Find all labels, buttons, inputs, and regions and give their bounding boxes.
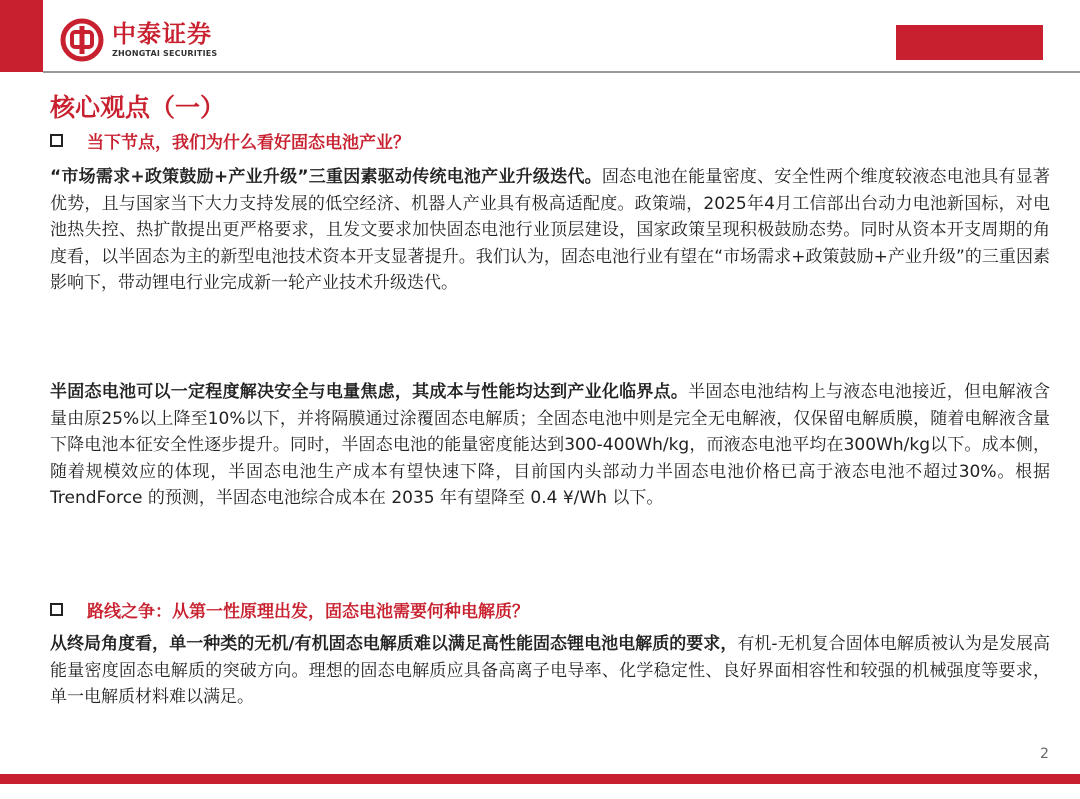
paragraph-semi-solid xyxy=(50,379,1050,512)
logo-name-cn: 中泰证券 xyxy=(112,20,212,48)
section-heading-route xyxy=(50,597,529,622)
header-divider xyxy=(43,71,1080,73)
paragraph-body: 有机-无机复合固体电解质被认为是发展高能量密度固态电解质的突破方向。理想的固态电解质应具备高离子电导率、化学稳定性、良好界面相容性和较强的机械强度等要求，单一电解质材料难以满足。 xyxy=(50,634,1050,707)
company-logo xyxy=(60,18,217,62)
footer-bar xyxy=(0,774,1080,784)
section-heading-text: 路线之争：从第一性原理出发，固态电池需要何种电解质？ xyxy=(87,602,529,622)
section-heading-current-node xyxy=(50,128,410,153)
logo-name-en: ZHONGTAI SECURITIES xyxy=(112,49,218,58)
header-left-strip xyxy=(0,0,43,72)
page-number: 2 xyxy=(1040,746,1049,762)
paragraph-body: 固态电池在能量密度、安全性两个维度较液态电池具有显著优势，且与国家当下大力支持发展的低空经济、机器人产业具有极高适配度。政策端，2025年4月工信部出台动力电池新国标，对电池热失控、热扩散提出更严格要求，且发文要求加快固态电池行业顶层建设，国家政策呈现积极鼓励态势。同时从资本开支周期的角度看，以半固态为主的新型电池技术资本开支显著提升。我们认为，固态电池行业有望在“市场需求+政策鼓励+产业升级”的三重因素影响下，带动锂电行业完成新一轮产业技术升级迭代。 xyxy=(50,167,1050,293)
zhongtai-logo-icon xyxy=(60,18,104,62)
square-bullet-icon xyxy=(50,134,63,147)
paragraph-electrolyte xyxy=(50,631,1050,711)
paragraph-lead: 从终局角度看，单一种类的无机/有机固态电解质难以满足高性能固态锂电池电解质的要求， xyxy=(50,634,738,654)
section-heading-text: 当下节点，我们为什么看好固态电池产业？ xyxy=(87,133,410,153)
paragraph-body: 半固态电池结构上与液态电池接近，但电解液含量由原25%以上降至10%以下，并将隔膜通过涂覆固态电解质；全固态电池中则是完全无电解液，仅保留电解质膜，随着电解液含量下降电池本征安全性逐步提升。同时，半固态电池的能量密度能达到300-400Wh/kg，而液态电池平均在300Wh/kg以下。成本侧，随着规模效应的体现，半固态电池生产成本有望快速下降，目前国内头部动力半固态电池价格已高于液态电池不超过30%。根据TrendForce 的预测，半固态电池综合成本在 2035 年有望降至 0.4 ¥/Wh 以下。 xyxy=(50,382,1051,508)
paragraph-drivers xyxy=(50,164,1050,297)
paragraph-lead: “市场需求+政策鼓励+产业升级”三重因素驱动传统电池产业升级迭代。 xyxy=(50,167,602,187)
header-red-box xyxy=(896,25,1043,60)
paragraph-lead: 半固态电池可以一定程度解决安全与电量焦虑，其成本与性能均达到产业化临界点。 xyxy=(50,382,689,402)
page-title: 核心观点（一） xyxy=(50,93,226,122)
square-bullet-icon xyxy=(50,603,63,616)
